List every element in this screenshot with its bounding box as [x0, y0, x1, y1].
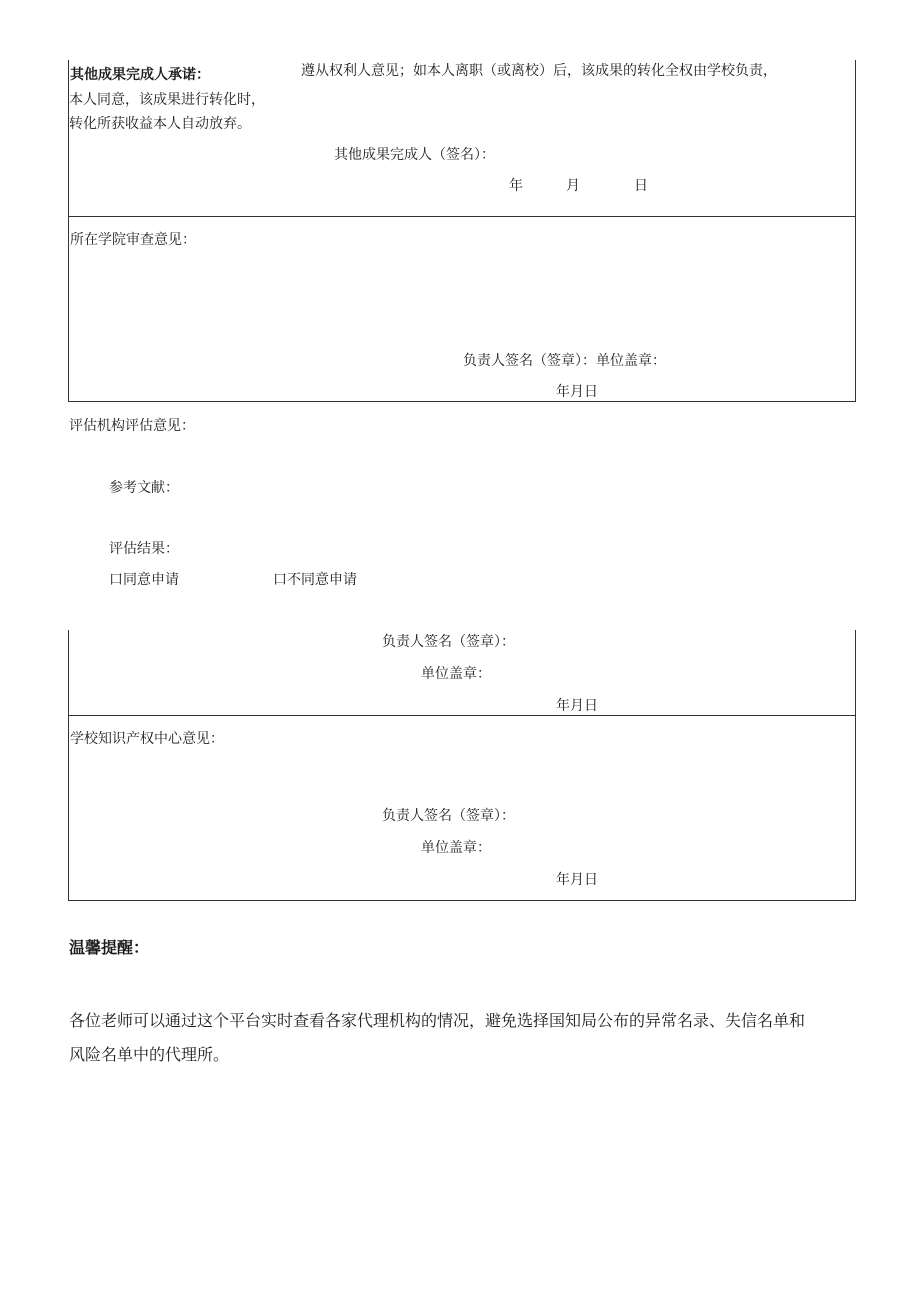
agency-references-label: 参考文献：	[109, 480, 179, 496]
commitment-date-month: 月	[566, 178, 580, 194]
agency-option-agree[interactable]: 口同意申请	[109, 572, 179, 588]
college-review-heading: 所在学院审查意见：	[70, 232, 196, 248]
agency-seal-label: 单位盖章：	[421, 666, 491, 682]
ip-center-date: 年月日	[556, 872, 598, 888]
table-right-border-bottom	[855, 630, 856, 901]
reminder-heading: 温馨提醒：	[69, 938, 150, 957]
commitment-date-day: 日	[634, 178, 648, 194]
agency-result-label: 评估结果：	[109, 541, 179, 557]
table-right-border-top	[855, 60, 856, 402]
divider-ipcenter-bottom	[68, 900, 856, 901]
college-review-signature-label: 负责人签名（签章）：单位盖章：	[463, 353, 666, 369]
agency-review-heading: 评估机构评估意见：	[69, 418, 195, 434]
commitment-date-year: 年	[509, 178, 523, 194]
reminder-line2: 风险名单中的代理所。	[69, 1045, 230, 1064]
divider-agency-ipcenter	[68, 715, 856, 716]
college-review-date: 年月日	[556, 384, 598, 400]
commitment-text-right: 遵从权利人意见；如本人离职（或离校）后，该成果的转化全权由学校负责，	[301, 63, 777, 79]
agency-option-disagree[interactable]: 口不同意申请	[273, 572, 357, 588]
divider-commitment-college	[68, 216, 856, 217]
agency-signature-label: 负责人签名（签章）：	[382, 634, 515, 650]
commitment-signature-label: 其他成果完成人（签名）：	[334, 147, 495, 163]
commitment-heading: 其他成果完成人承诺：	[70, 67, 210, 83]
agency-date: 年月日	[556, 698, 598, 714]
ip-center-signature-label: 负责人签名（签章）：	[382, 808, 515, 824]
table-left-border-bottom	[68, 630, 69, 901]
ip-center-seal-label: 单位盖章：	[421, 840, 491, 856]
reminder-line1: 各位老师可以通过这个平台实时查看各家代理机构的情况，避免选择国知局公布的异常名录、失信名单和	[69, 1011, 806, 1030]
table-left-border-top	[68, 60, 69, 402]
divider-college-bottom	[68, 401, 856, 402]
commitment-text-line3: 转化所获收益本人自动放弃。	[69, 116, 251, 132]
ip-center-heading: 学校知识产权中心意见：	[70, 731, 224, 747]
commitment-text-line2: 本人同意，该成果进行转化时，	[69, 92, 265, 108]
